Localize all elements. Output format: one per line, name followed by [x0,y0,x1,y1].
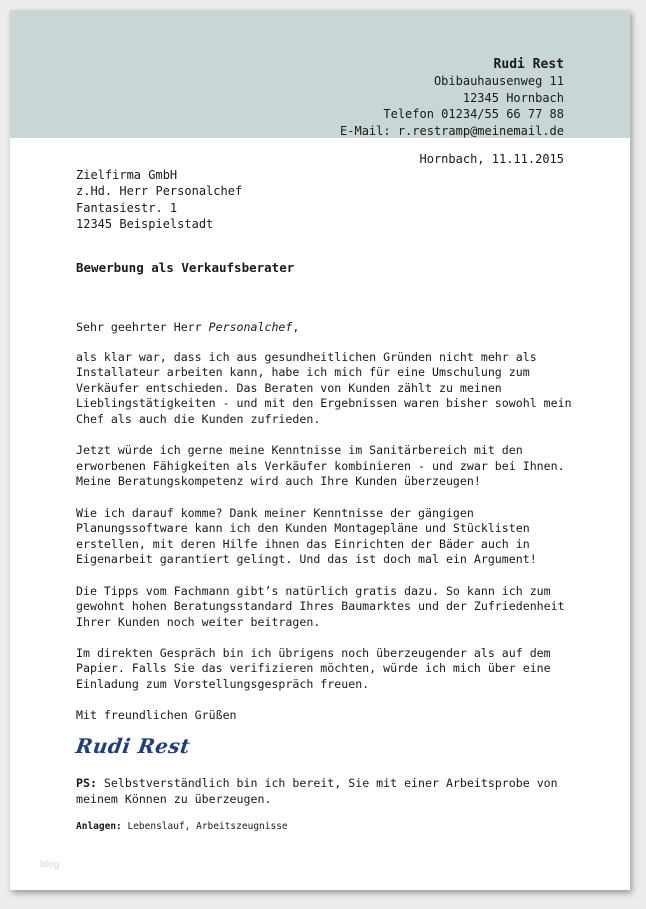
place-date: Hornbach, 11.11.2015 [419,152,564,166]
attachments-label: Anlagen: [76,821,122,832]
sender-phone: Telefon 01234/55 66 77 88 [383,107,564,122]
postscript [76,776,576,807]
sender-city: 12345 Hornbach [462,90,564,105]
letter-page [10,10,630,890]
sender-street: Obibauhausenweg 11 [433,74,564,89]
ps-text: Selbstverständlich bin ich bereit, Sie mit einer Arbeitsprobe von meinem Können zu überzeugen. [76,776,558,806]
handwritten-signature: Rudi Rest [74,734,192,758]
paragraph-3: Wie ich darauf komme? Dank meiner Kenntnisse der gängigen Planungssoftware kann ich den Kunden Montagepläne und Stücklisten erstellen, mit deren Hilfe ihnen das Einrichten der Bäder auch in Eigenarbeit garantiert gelingt. Und das ist doch mal ein Argument! [76,505,537,567]
sender-name: Rudi Rest [493,57,564,72]
recipient-block [76,167,242,233]
recipient-street: Fantasiestr. 1 [76,200,178,215]
attachments-text: Lebenslauf, Arbeitszeugnisse [121,821,288,832]
paragraph-5: Im direkten Gespräch bin ich übrigens noch überzeugender als auf dem Papier. Falls Sie das verifizieren möchten, würde ich mich über eine Einladung zum Vorstellungsgespräch freuen. [76,645,551,692]
paragraph-2: Jetzt würde ich gerne meine Kenntnisse im Sanitärbereich mit den erworbenen Fähigkeiten als Verkäufer kombinieren - und zwar bei Ihnen. Meine Beratungskompetenz wird auch Ihre Kunden überzeugen! [76,443,565,489]
paragraph-4: Die Tipps vom Fachmann gibt’s natürlich gratis dazu. So kann ich zum gewohnt hohen Beratungsstandard Ihres Baumarktes und der Zufriedenheit Ihrer Kunden noch weiter beitragen. [76,583,565,629]
salutation-name: Personalchef [208,320,293,334]
watermark: blog [40,860,60,870]
sender-block [340,57,564,139]
salutation [76,320,576,336]
sender-email: E-Mail: r.restramp@meinemail.de [340,123,564,138]
paragraph-1: als klar war, dass ich aus gesundheitlichen Gründen nicht mehr als Installateur arbeiten kann, habe ich mich für eine Umschulung zum Verkäufer entschieden. Das Beraten von Kunden zählt zu meinen Lieblingstätigkeiten - und mit den Ergebnissen waren bisher sowohl mein Chef als auch die Kunden zufrieden. [76,349,572,426]
recipient-company: Zielfirma GmbH [76,168,178,182]
ps-label: PS: [76,776,97,790]
attachments-line [76,821,288,832]
salutation-suffix: , [292,320,300,334]
recipient-attention: z.Hd. Herr Personalchef [76,184,243,199]
closing: Mit freundlichen Grüßen [76,708,237,723]
salutation-prefix: Sehr geehrter Herr [76,320,209,334]
recipient-city: 12345 Beispielstadt [76,217,214,232]
letter-subject: Bewerbung als Verkaufsberater [76,260,295,275]
letter-body [76,320,576,739]
